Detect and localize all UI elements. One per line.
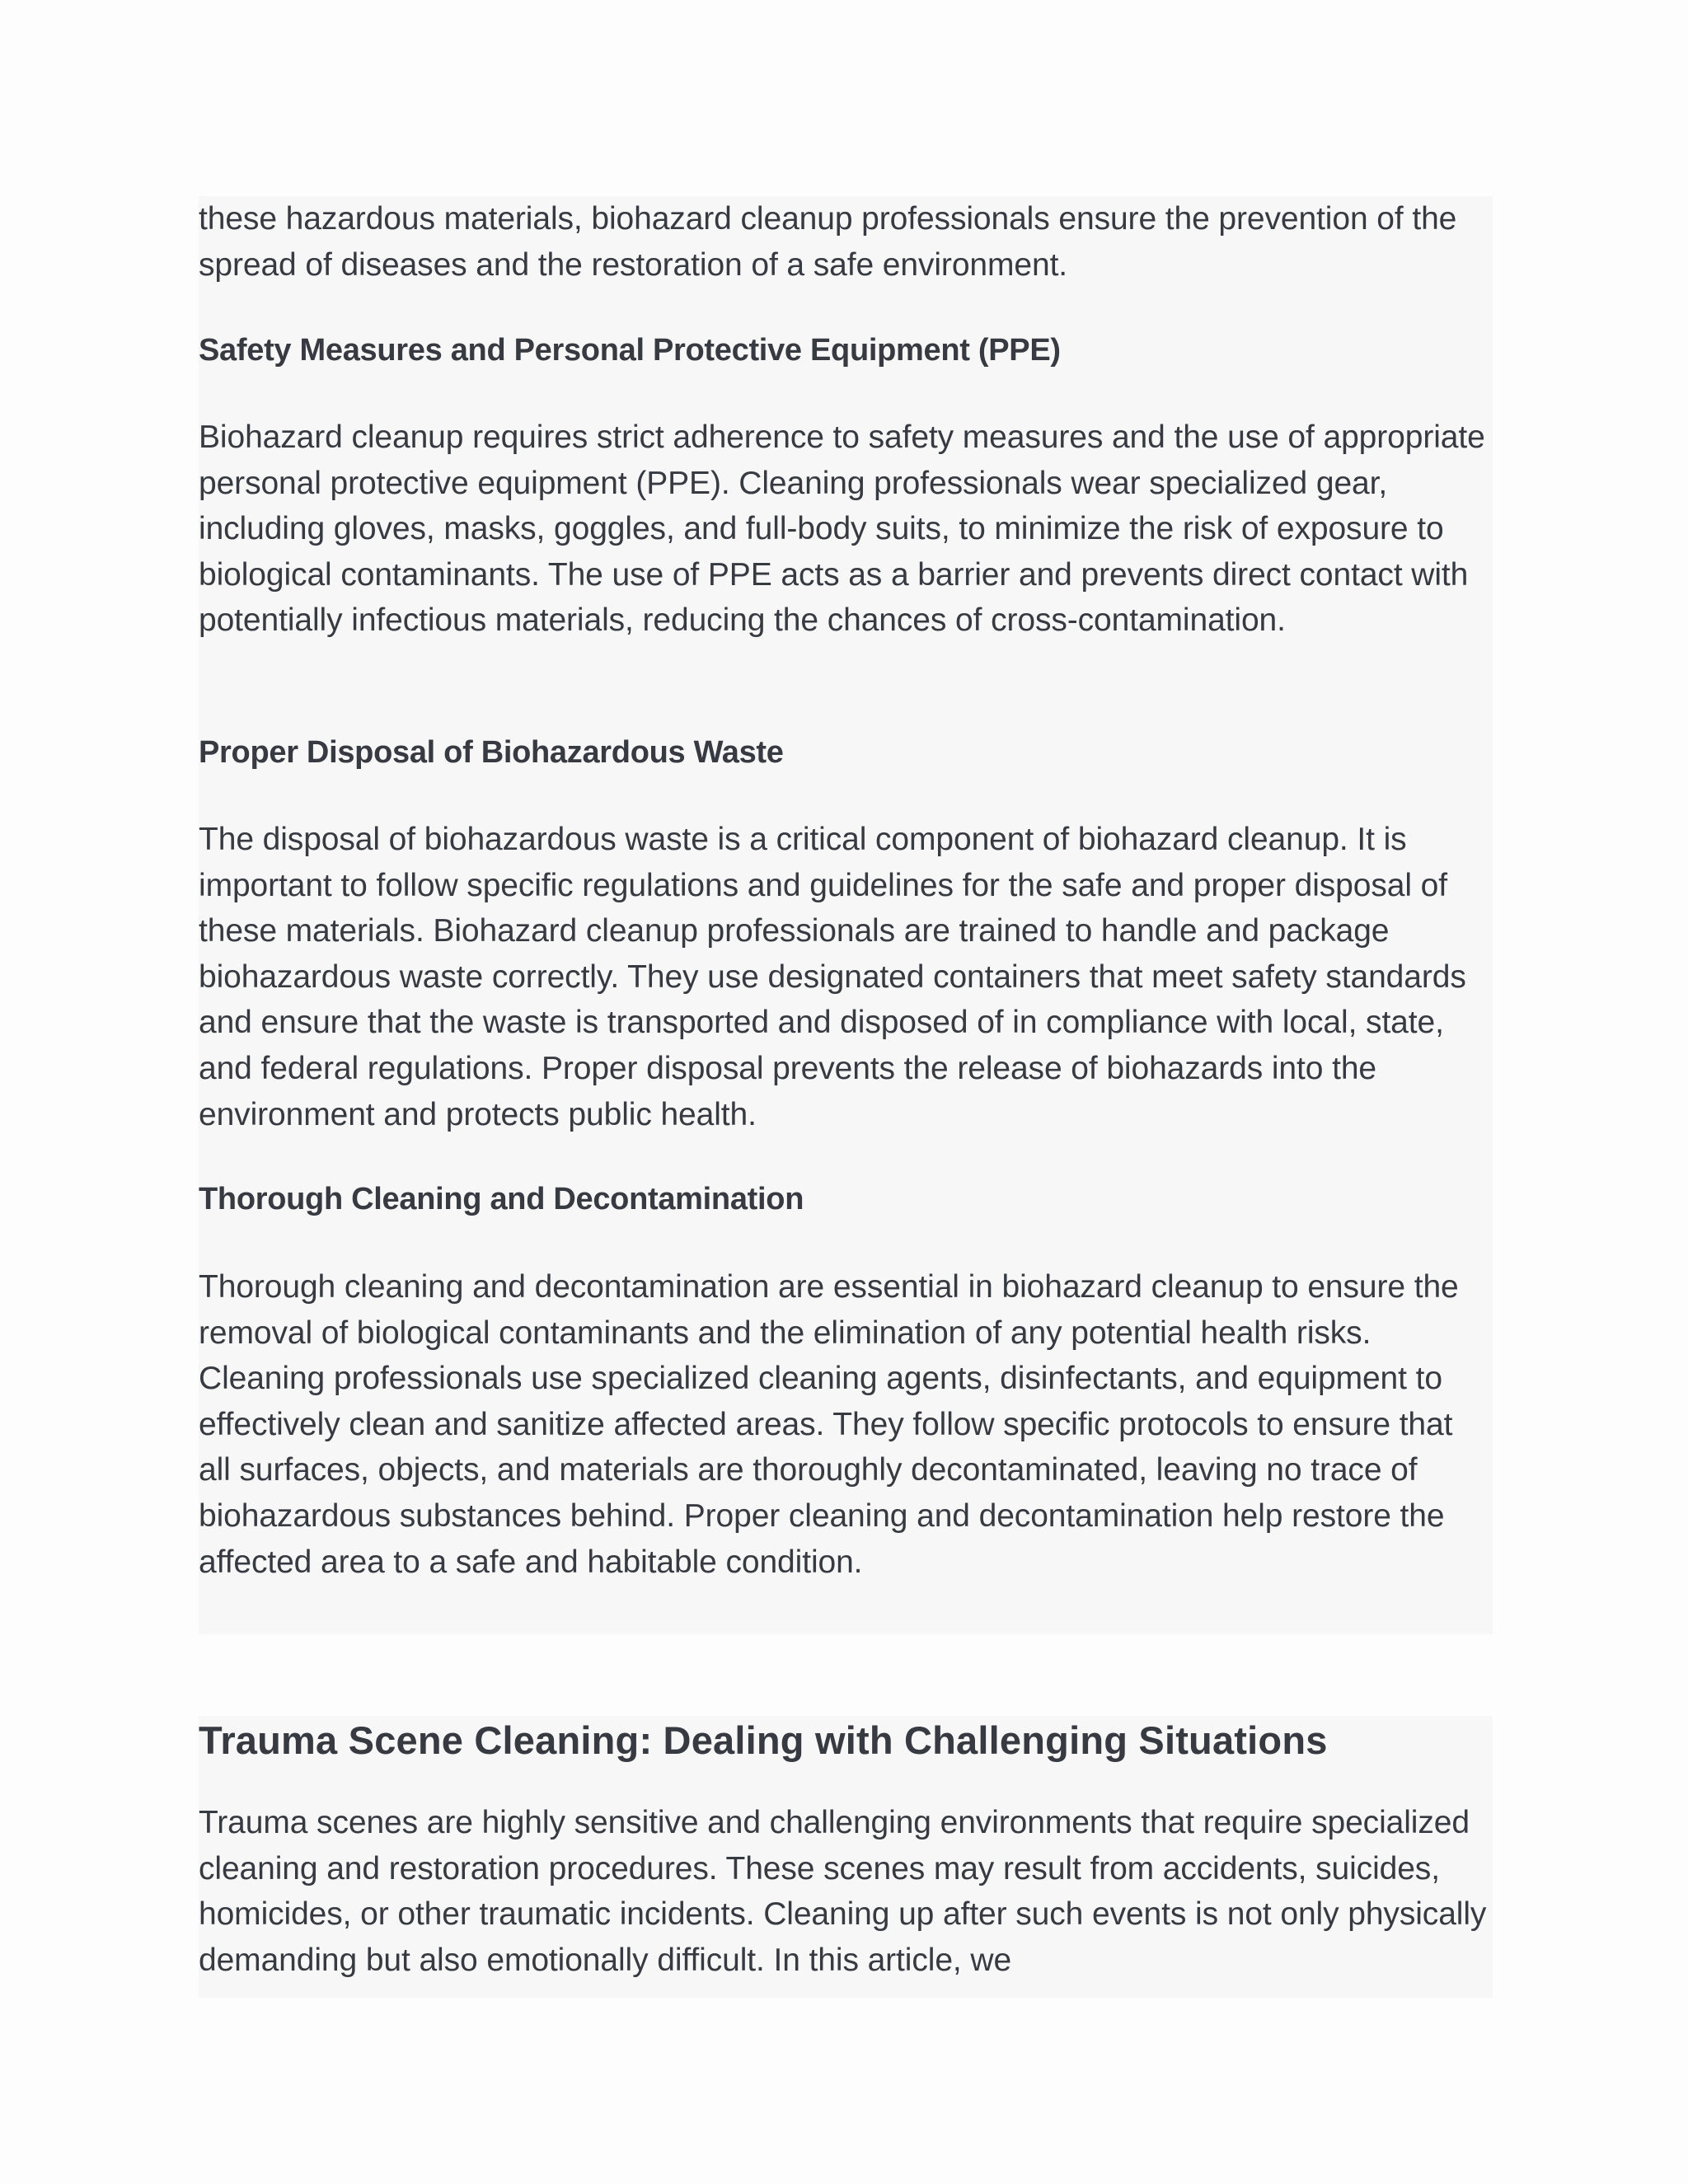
intro-continuation-paragraph: these hazardous materials, biohazard cleanup professionals ensure the prevention of the spread of diseases and the restoration of a safe environment.	[199, 201, 1457, 283]
trauma-section-heading: Trauma Scene Cleaning: Dealing with Challenging Situations	[199, 1718, 1328, 1762]
ppe-paragraph: Biohazard cleanup requires strict adherence to safety measures and the use of appropriate personal protective equipment (PPE). Cleaning professionals wear specialized gear, including gloves, masks, goggles, and full-body suits, to minimize the risk of exposure to biological contaminants. The use of PPE acts as a barrier and prevents direct contact with potentially infectious materials, reducing the chances of cross-contamination.	[199, 419, 1485, 639]
disposal-subheading: Proper Disposal of Biohazardous Waste	[199, 735, 784, 770]
cleaning-subheading: Thorough Cleaning and Decontamination	[199, 1182, 804, 1216]
trauma-intro-paragraph: Trauma scenes are highly sensitive and challenging environments that require specialized cleaning and restoration procedures. These scenes may result from accidents, suicides, homicides, or other traumatic incidents. Cleaning up after such events is not only physically demanding but also emotionally difficult. In this article, we	[199, 1805, 1487, 1978]
disposal-paragraph: The disposal of biohazardous waste is a critical component of biohazard cleanup. It is important to follow specific regulations and guidelines for the safe and proper disposal of these materials. Biohazard cleanup professionals are trained to handle and package biohazardous waste correctly. They use designated containers that meet safety standards and ensure that the waste is transported and disposed of in compliance with local, state, and federal regulations. Proper disposal prevents the release of biohazards into the environment and protects public health.	[199, 822, 1466, 1132]
article-section-biohazard	[199, 196, 1493, 1634]
cleaning-paragraph: Thorough cleaning and decontamination are essential in biohazard cleanup to ensure the removal of biological contaminants and the elimination of any potential health risks. Cleaning professionals use specialized cleaning agents, disinfectants, and equipment to effectively clean and sanitize affected areas. They follow specific protocols to ensure that all surfaces, objects, and materials are thoroughly decontaminated, leaving no trace of biohazardous substances behind. Proper cleaning and decontamination help restore the affected area to a safe and habitable condition.	[199, 1269, 1459, 1580]
ppe-subheading: Safety Measures and Personal Protective Equipment (PPE)	[199, 333, 1061, 368]
article-section-trauma	[199, 1716, 1493, 1998]
